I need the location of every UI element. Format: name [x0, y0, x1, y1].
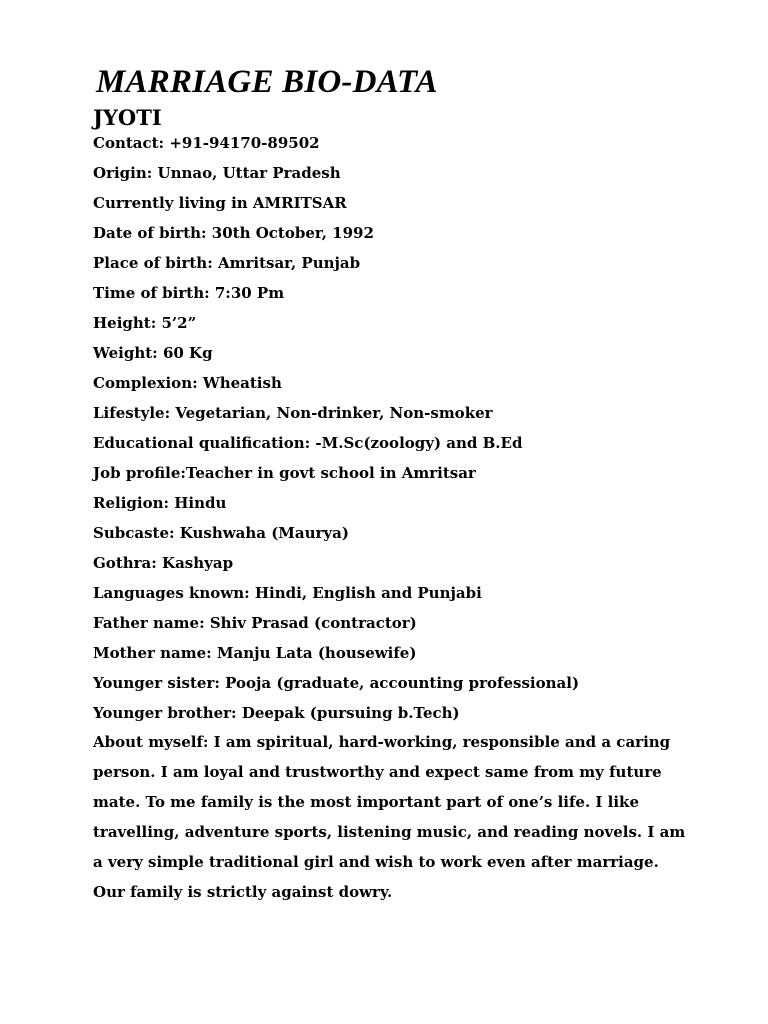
detail-religion: Religion: Hindu — [93, 494, 227, 512]
detail-younger-brother: Younger brother: Deepak (pursuing b.Tech) — [93, 704, 460, 722]
detail-subcaste: Subcaste: Kushwaha (Maurya) — [93, 524, 349, 542]
detail-current-city: Currently living in AMRITSAR — [93, 194, 347, 212]
detail-weight: Weight: 60 Kg — [93, 344, 213, 362]
detail-father-name: Father name: Shiv Prasad (contractor) — [93, 614, 417, 632]
detail-education: Educational qualification: -M.Sc(zoology) and B.Ed — [93, 434, 523, 452]
detail-job-profile: Job profile:Teacher in govt school in Amritsar — [93, 464, 476, 482]
detail-place-of-birth: Place of birth: Amritsar, Punjab — [93, 254, 361, 272]
detail-date-of-birth: Date of birth: 30th October, 1992 — [93, 224, 374, 242]
detail-mother-name: Mother name: Manju Lata (housewife) — [93, 644, 417, 662]
detail-lifestyle: Lifestyle: Vegetarian, Non-drinker, Non-smoker — [93, 404, 493, 422]
detail-height: Height: 5’2” — [93, 314, 197, 332]
person-name: JYOTI — [93, 105, 162, 130]
details-list — [93, 128, 713, 728]
detail-gothra: Gothra: Kashyap — [93, 554, 234, 572]
detail-contact: Contact: +91-94170-89502 — [93, 134, 320, 152]
detail-complexion: Complexion: Wheatish — [93, 374, 282, 392]
detail-time-of-birth: Time of birth: 7:30 Pm — [93, 284, 285, 302]
about-myself-paragraph: About myself: I am spiritual, hard-working, responsible and a caring person. I am loyal and trustworthy and expect same from my future mate. To me family is the most important part of one’s life. I like travelling, adventure sports, listening music, and reading novels. I am a very simple traditional girl and wish to work even after marriage. Our family is strictly against dowry. — [93, 733, 686, 901]
detail-languages: Languages known: Hindi, English and Punjabi — [93, 584, 482, 602]
document-title: MARRIAGE BIO-DATA — [96, 64, 438, 100]
detail-younger-sister: Younger sister: Pooja (graduate, accounting professional) — [93, 674, 580, 692]
detail-origin: Origin: Unnao, Uttar Pradesh — [93, 164, 341, 182]
